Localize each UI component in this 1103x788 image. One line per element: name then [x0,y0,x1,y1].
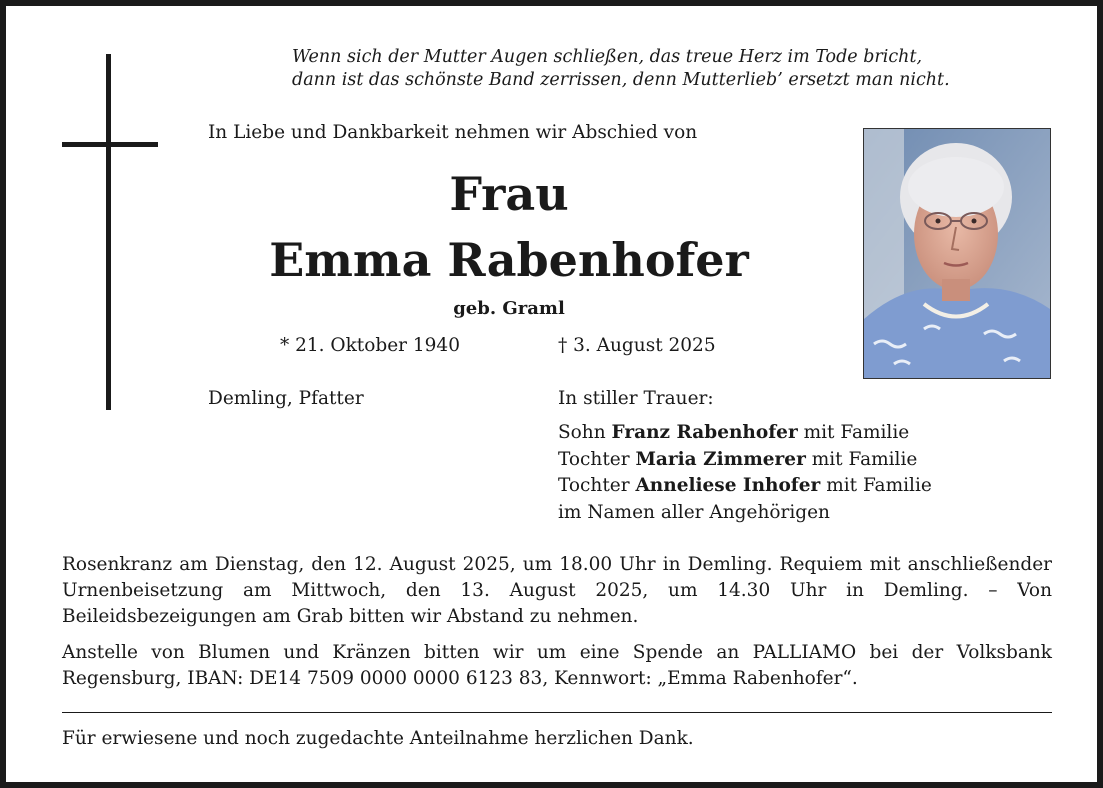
cross-icon [106,54,111,410]
mourner-line [558,420,932,447]
residence: Demling, Pfatter [208,388,364,409]
mourners-heading: In stiller Trauer: [558,388,714,409]
deceased-name: Emma Rabenhofer [269,233,749,287]
mourner-suffix: mit Familie [811,448,918,470]
mourners-closing: im Namen aller Angehörigen [558,501,830,523]
mourner-relation: Sohn [558,422,606,443]
mourner-relation: Tochter [558,475,630,496]
mourners-list [558,420,932,526]
intro-text: In Liebe und Dankbarkeit nehmen wir Abschied von [208,122,698,143]
birth-name: geb. Graml [453,298,565,319]
mourner-relation: Tochter [558,448,630,470]
mourner-suffix: mit Familie [803,422,910,443]
divider [62,712,1052,713]
portrait-photo [863,128,1051,379]
thanks-line: Für erwiesene und noch zugedachte Anteilnahme herzlichen Dank. [62,728,694,749]
mourner-name: Maria Zimmerer [635,448,806,470]
mourner-suffix: mit Familie [826,475,932,496]
mourner-name: Franz Rabenhofer [611,422,798,443]
service-details: Rosenkranz am Dienstag, den 12. August 2025, um 18.00 Uhr in Demling. Requiem mit anschließender Urnenbeisetzung am Mittwoch, den 13. August 2025, um 14.30 Uhr in Demling. – Von Beileidsbezeigungen am Grab bitten wir Abstand zu nehmen. [62,554,1052,627]
mourner-line [558,473,932,500]
mourner-name: Anneliese Inhofer [635,475,821,496]
mourner-line [558,447,932,474]
memorial-verse [292,46,1062,92]
birth-date: * 21. Oktober 1940 [280,335,460,356]
portrait-illustration [864,129,1050,378]
donation-request: Anstelle von Blumen und Kränzen bitten wir um eine Spende an PALLIAMO bei der Volksbank Regensburg, IBAN: DE14 7509 0000 0000 6123 83, Kennwort: „Emma Rabenhofer“. [62,642,1052,689]
salutation: Frau [449,167,569,221]
cross-icon-bar [62,142,158,147]
verse-line-1: Wenn sich der Mutter Augen schließen, das treue Herz im Tode bricht, [292,47,923,67]
verse-line-2: dann ist das schönste Band zerrissen, denn Mutterlieb’ ersetzt man nicht. [292,70,950,90]
death-date: † 3. August 2025 [558,335,716,356]
